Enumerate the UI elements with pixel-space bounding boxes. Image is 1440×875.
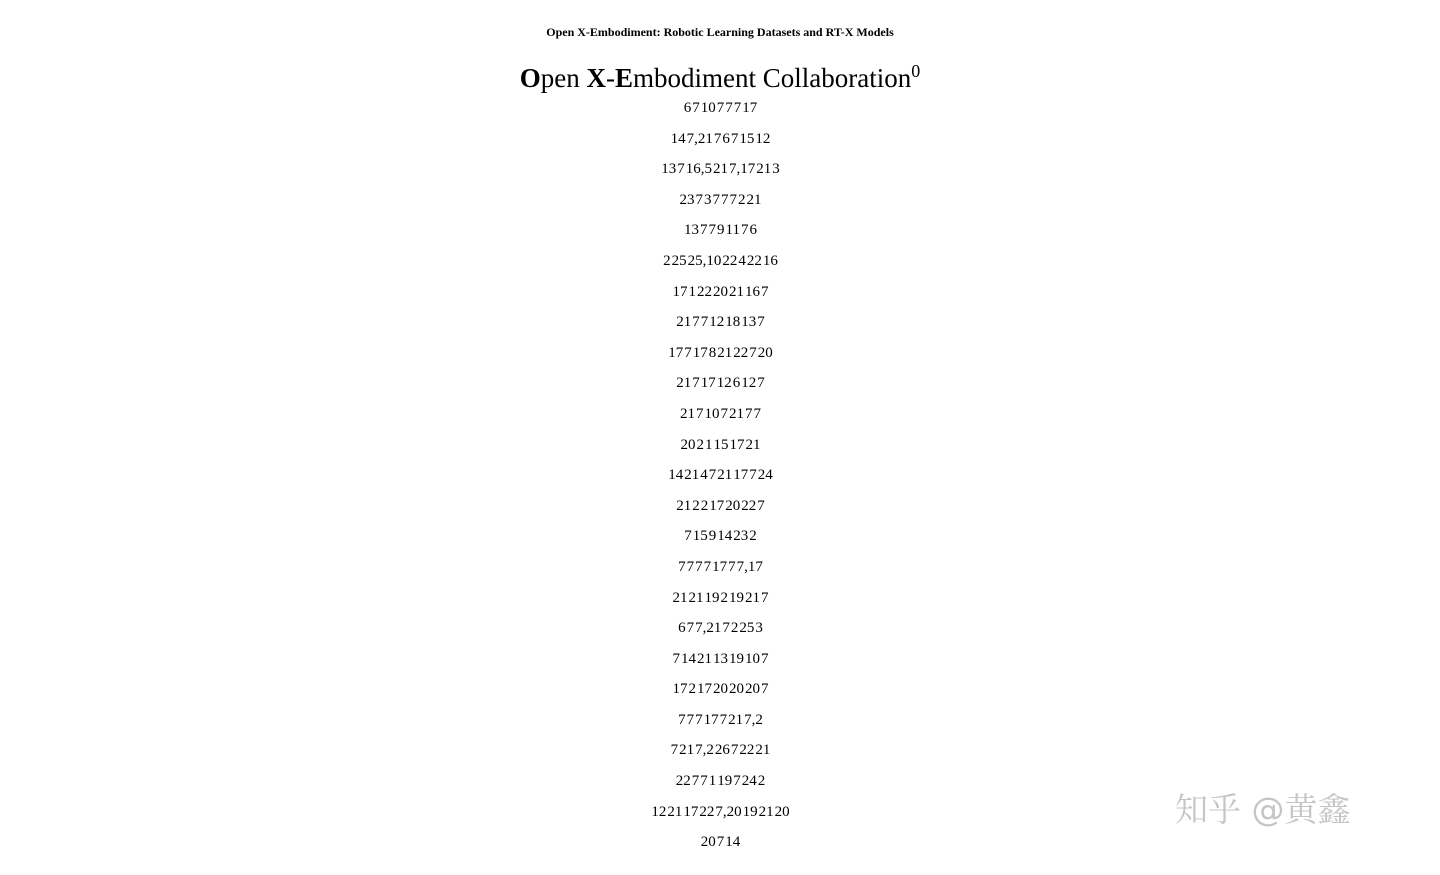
author-affiliation: 20 (680, 436, 696, 453)
author-affiliation: 17 (692, 344, 708, 361)
author-affiliation: 20 (725, 497, 741, 514)
author-affiliation: 7 (716, 834, 725, 851)
author-affiliation: 7 (686, 620, 695, 637)
author-affiliation: 18 (725, 314, 741, 331)
author-affiliation: 17 (703, 711, 719, 728)
author-affiliation: 7 (692, 314, 700, 331)
author-affiliation: 14 (717, 528, 733, 545)
author-affiliation: 7 (729, 191, 737, 208)
author-affiliation: 20 (700, 834, 716, 851)
author-affiliation: 12 (741, 375, 757, 392)
collab-affiliation: 0 (911, 61, 921, 81)
author-affiliation: 7 (719, 711, 728, 728)
author-affiliation: 7 (708, 467, 717, 484)
author-affiliation: 7 (678, 711, 686, 728)
author-affiliation: 13 (713, 650, 728, 667)
author-affiliation: 7 (672, 650, 680, 667)
author-affiliation: 7 (695, 558, 703, 575)
author-affiliation: 7 (761, 681, 769, 698)
author-affiliation: 25 (739, 620, 755, 637)
author-affiliation: 22 (746, 252, 762, 269)
author-affiliation: 8 (708, 344, 717, 361)
author-affiliation: 7 (670, 742, 679, 759)
author-affiliation: 4 (738, 252, 746, 269)
author-line (0, 375, 1440, 412)
author-affiliation: 1 (688, 283, 696, 300)
collab-part-3: mbodiment Collaboration (633, 63, 912, 93)
author-affiliation: 7,2 (695, 742, 714, 759)
author-affiliation: 19 (729, 589, 744, 606)
author-affiliation: 13 (661, 161, 677, 178)
author-affiliation: 2 (700, 497, 709, 514)
collab-initial-e: E (615, 63, 634, 93)
author-affiliation: 7 (708, 222, 717, 239)
author-affiliation: 2 (738, 191, 746, 208)
author-affiliation: 20 (745, 681, 760, 698)
author-affiliation: 7,21 (695, 620, 722, 637)
author-affiliation: 7 (692, 375, 700, 392)
author-affiliation: 21 (745, 436, 761, 453)
author-affiliation: 13 (684, 222, 700, 239)
author-affiliation: 20 (713, 681, 728, 698)
author-affiliation: 7 (749, 467, 757, 484)
author-affiliation: 13 (741, 314, 757, 331)
collaboration-line (0, 60, 1440, 96)
author-affiliation: 19 (729, 650, 744, 667)
author-affiliation: 21 (676, 314, 692, 331)
author-affiliation: 7 (757, 314, 765, 331)
author-affiliation: 22 (722, 252, 738, 269)
author-affiliation: 21 (755, 742, 771, 759)
author-affiliation: 19 (704, 589, 720, 606)
author-affiliation: 21 (758, 803, 774, 820)
author-affiliation: 7 (691, 773, 700, 790)
author-affiliation: 21 (679, 742, 695, 759)
author-affiliation: 22 (741, 497, 757, 514)
author-affiliation: 7 (740, 222, 749, 239)
author-affiliation: 7 (730, 742, 739, 759)
author-affiliation: 7 (728, 558, 736, 575)
author-affiliation: 9 (708, 528, 717, 545)
author-affiliation: 2 (696, 436, 704, 453)
author-affiliation: 6 (732, 375, 741, 392)
author-affiliation: 2 (749, 528, 757, 545)
author-affiliation: 10 (700, 100, 716, 116)
author-affiliation: 21 (713, 161, 728, 178)
zhihu-watermark: 知乎 @黄鑫 (1175, 790, 1351, 829)
author-list (0, 100, 1440, 871)
author-affiliation: 7 (761, 283, 769, 300)
author-affiliation: 7 (713, 130, 722, 147)
author-affiliation: 2 (730, 620, 739, 637)
author-affiliation: 22 (699, 803, 715, 820)
author-affiliation: 22 (697, 283, 712, 300)
author-affiliation: 7,2 (744, 711, 763, 728)
author-affiliation: 7 (684, 344, 692, 361)
author-affiliation: 23 (733, 528, 749, 545)
author-affiliation: 7,17 (736, 558, 763, 575)
author-affiliation: 14 (668, 467, 684, 484)
author-affiliation: 12 (716, 375, 732, 392)
author-affiliation: 22 (739, 742, 755, 759)
author-affiliation: 17 (672, 283, 688, 300)
collab-initial-o: O (519, 63, 541, 93)
author-affiliation: 7 (703, 558, 712, 575)
author-affiliation: 17 (709, 497, 725, 514)
author-affiliation: 7,20 (715, 803, 742, 820)
author-affiliation: 16,5 (685, 161, 712, 178)
author-affiliation: 24 (741, 773, 757, 790)
author-affiliation: 21 (728, 711, 744, 728)
author-affiliation: 7,21 (686, 130, 713, 147)
author-line (0, 558, 1440, 596)
author-affiliation: 9 (717, 222, 725, 239)
collab-initial-x: X (586, 63, 606, 93)
author-affiliation: 7 (725, 100, 733, 116)
author-affiliation: 7 (761, 650, 769, 667)
author-affiliation: 21 (672, 589, 688, 606)
collab-part-2: - (606, 63, 615, 93)
author-line (0, 834, 1440, 871)
author-affiliation: 3 (755, 620, 763, 637)
author-affiliation: 23 (679, 191, 695, 208)
author-affiliation: 6 (749, 222, 757, 239)
author-affiliation: 7 (684, 528, 692, 545)
author-affiliation: 2 (720, 589, 728, 606)
author-affiliation: 7 (695, 711, 703, 728)
author-affiliation: 15 (713, 436, 729, 453)
author-affiliation: 7 (757, 497, 765, 514)
author-affiliation: 2 (688, 681, 696, 698)
author-line (0, 161, 1440, 198)
author-affiliation: 21 (688, 589, 704, 606)
author-affiliation: 7 (733, 773, 741, 790)
author-affiliation: 12 (651, 803, 667, 820)
author-affiliation: 1 (705, 436, 713, 453)
author-affiliation: 7 (730, 130, 739, 147)
author-affiliation: 21 (729, 283, 744, 300)
author-affiliation: 7 (720, 405, 728, 422)
author-affiliation: 20 (757, 344, 773, 361)
author-affiliation: 14 (725, 834, 741, 851)
author-affiliation: 7 (678, 558, 686, 575)
author-affiliation: 17 (683, 803, 699, 820)
author-affiliation: 7 (745, 405, 753, 422)
author-affiliation: 12 (709, 314, 725, 331)
author-affiliation: 3 (772, 161, 780, 178)
author-affiliation: 7 (753, 405, 761, 422)
author-affiliation: 20 (713, 283, 728, 300)
author-affiliation: 7 (700, 222, 708, 239)
author-affiliation: 21 (697, 650, 712, 667)
author-affiliation: 7 (686, 558, 695, 575)
author-affiliation: 7 (692, 100, 700, 116)
author-affiliation: 16 (762, 252, 778, 269)
author-affiliation: 21 (746, 191, 762, 208)
author-affiliation: 7 (749, 344, 757, 361)
author-affiliation: 7 (700, 314, 709, 331)
author-affiliation: 17 (697, 681, 712, 698)
author-affiliation: 7 (757, 375, 765, 392)
author-affiliation: 24 (757, 467, 773, 484)
author-affiliation: 12 (755, 130, 771, 147)
author-affiliation: 2 (692, 497, 700, 514)
author-affiliation: 14 (670, 130, 686, 147)
author-affiliation: 7 (677, 161, 685, 178)
author-affiliation: 26 (714, 742, 730, 759)
author-affiliation: 6 (683, 100, 692, 116)
author-affiliation: 15 (739, 130, 755, 147)
author-affiliation: 6 (678, 620, 686, 637)
author-affiliation: 21 (717, 344, 733, 361)
author-affiliation: 7 (733, 100, 742, 116)
author-affiliation: 22 (675, 773, 691, 790)
author-affiliation: 17 (700, 375, 716, 392)
author-affiliation: 21 (745, 589, 760, 606)
author-affiliation: 7 (761, 589, 769, 606)
author-affiliation: 19 (742, 803, 758, 820)
author-affiliation: 17 (729, 436, 745, 453)
author-affiliation: 17 (742, 100, 758, 116)
paper-title: Open X-Embodiment: Robotic Learning Datasets and RT-X Models (546, 25, 894, 39)
author-affiliation: 10 (745, 650, 760, 667)
author-affiliation: 2 (663, 252, 671, 269)
author-affiliation: 7 (696, 405, 704, 422)
author-affiliation: 21 (717, 467, 733, 484)
author-affiliation: 7,17 (729, 161, 756, 178)
author-affiliation: 4 (700, 467, 708, 484)
author-affiliation: 25,10 (687, 252, 722, 269)
collab-part-1: pen (540, 63, 587, 93)
author-affiliation: 3 (704, 191, 712, 208)
author-affiliation: 17 (733, 467, 749, 484)
author-affiliation: 21 (680, 405, 695, 422)
author-affiliation: 16 (745, 283, 760, 300)
author-affiliation: 20 (774, 803, 790, 820)
author-affiliation: 17 (672, 681, 688, 698)
author-affiliation: 21 (676, 497, 692, 514)
author-affiliation: 20 (729, 681, 744, 698)
author-affiliation: 25 (671, 252, 687, 269)
author-affiliation: 17 (668, 344, 684, 361)
author-affiliation: 21 (667, 803, 683, 820)
author-affiliation: 10 (704, 405, 720, 422)
author-affiliation: 7 (686, 711, 695, 728)
author-affiliation: 6 (722, 130, 730, 147)
author-affiliation: 2 (757, 773, 766, 790)
author-affiliation: 21 (684, 467, 700, 484)
author-affiliation: 1 (708, 773, 717, 790)
author-affiliation: 22 (733, 344, 749, 361)
author-affiliation: 15 (692, 528, 708, 545)
author-affiliation: 7 (700, 773, 708, 790)
author-affiliation: 7 (722, 620, 730, 637)
author-affiliation: 14 (681, 650, 696, 667)
author-affiliation: 21 (729, 405, 744, 422)
author-affiliation: 21 (756, 161, 772, 178)
author-affiliation: 21 (676, 375, 692, 392)
author-affiliation: 17 (712, 558, 728, 575)
author-affiliation: 7 (721, 191, 729, 208)
author-affiliation: 7 (712, 191, 720, 208)
author-affiliation: 7 (695, 191, 703, 208)
author-affiliation: 11 (725, 222, 740, 239)
author-affiliation: 7 (716, 100, 725, 116)
author-affiliation: 19 (717, 773, 733, 790)
